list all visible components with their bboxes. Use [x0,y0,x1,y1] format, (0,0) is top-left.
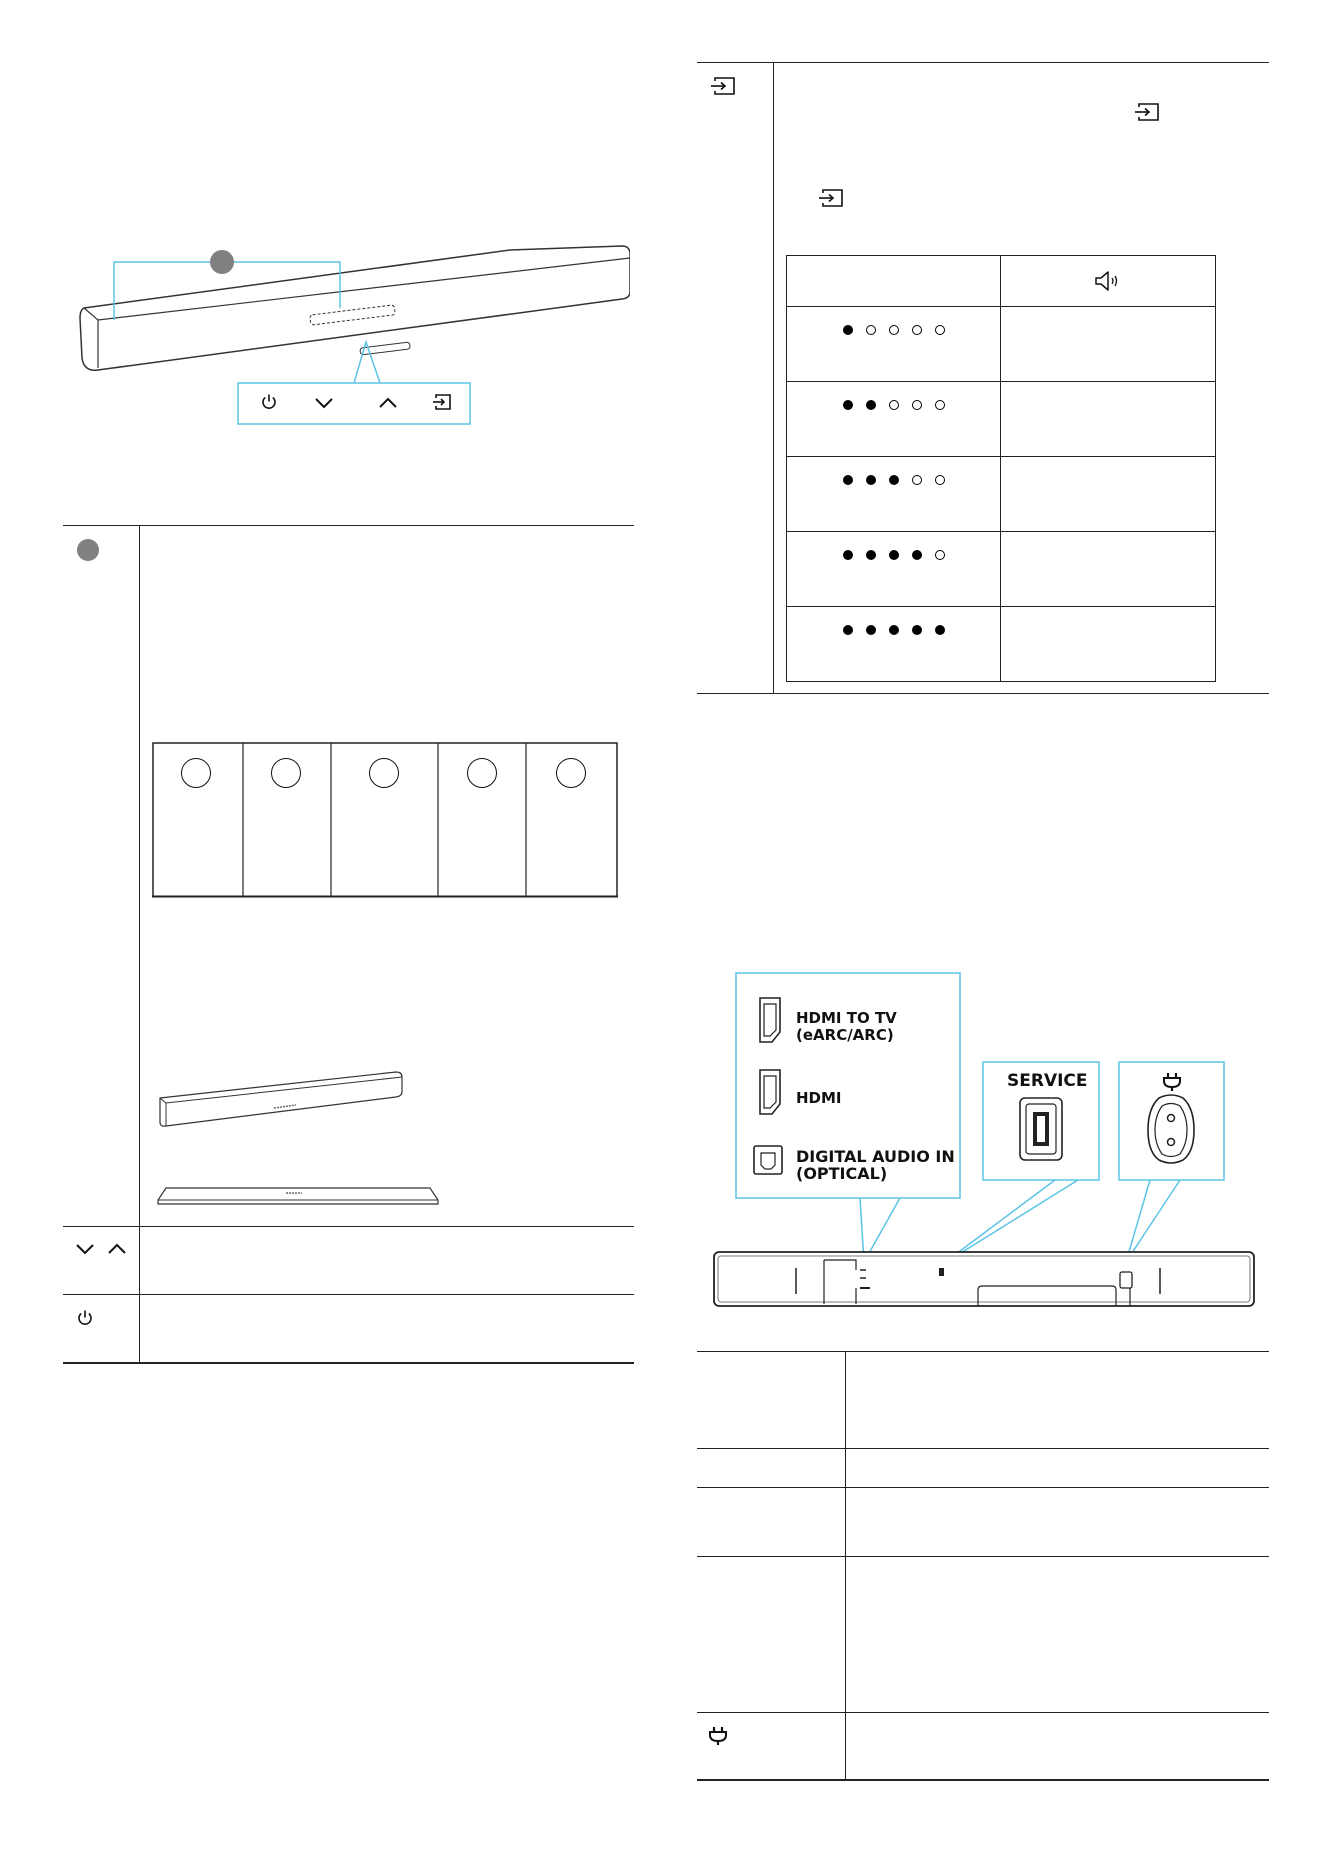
volume-down-icon [314,396,334,410]
led-dot-on [912,625,922,635]
speaker-volume-icon [1093,270,1123,292]
led-level-cell [787,307,1001,382]
led-dot-on [843,625,853,635]
led-dot-on [889,550,899,560]
source-input-icon [1134,102,1160,122]
source-input-icon [710,76,736,96]
callout-badge [210,250,234,274]
led-circle [467,758,497,788]
led-level-cell [787,457,1001,532]
led-level-cell [787,382,1001,457]
led-dot-on [889,475,899,485]
hdmi-label: HDMI [796,1089,842,1107]
led-dot-off [866,325,876,335]
led-dot-off [935,400,945,410]
led-circle [271,758,301,788]
led-circle [181,758,211,788]
led-dot-off [935,475,945,485]
hdmi-tv-label: HDMI TO TV (eARC/ARC) [796,1009,897,1044]
service-label: SERVICE [1007,1071,1088,1091]
led-dot-on [866,400,876,410]
soundbar-tabletop-illustration [156,1178,440,1208]
soundbar-wall-mount-illustration [156,1068,406,1130]
volume-led-table [786,255,1216,682]
led-dot-on [866,550,876,560]
power-plug-icon [708,1726,728,1746]
volume-value-cell [1001,307,1216,382]
led-dot-on [889,625,899,635]
led-header-cell [787,256,1001,307]
optical-label: DIGITAL AUDIO IN (OPTICAL) [796,1147,955,1183]
power-icon [76,1309,94,1327]
led-dot-on [935,625,945,635]
led-dot-off [889,400,899,410]
led-circle [556,758,586,788]
volume-up-icon [378,396,398,410]
led-level-cell [787,607,1001,682]
volume-value-cell [1001,457,1216,532]
volume-value-cell [1001,607,1216,682]
led-dot-off [935,325,945,335]
volume-header-cell [1001,256,1216,307]
led-dot-on [866,475,876,485]
source-input-icon [432,393,452,411]
power-plug-icon [1162,1072,1182,1092]
led-dot-on [843,325,853,335]
power-icon [260,393,278,411]
led-dot-off [912,400,922,410]
front-buttons-callout [234,336,474,426]
led-dot-on [843,475,853,485]
led-dot-on [866,625,876,635]
led-dot-on [843,550,853,560]
led-dot-off [912,475,922,485]
led-dot-off [912,325,922,335]
volume-down-up-icon [74,1242,130,1256]
rear-panel-illustration [700,970,1260,1310]
led-dot-off [889,325,899,335]
led-circle [369,758,399,788]
led-dot-off [935,550,945,560]
volume-value-cell [1001,532,1216,607]
volume-value-cell [1001,382,1216,457]
source-input-icon [818,188,844,208]
led-dot-on [843,400,853,410]
gray-badge-icon [77,539,99,561]
led-dot-on [912,550,922,560]
led-level-cell [787,532,1001,607]
